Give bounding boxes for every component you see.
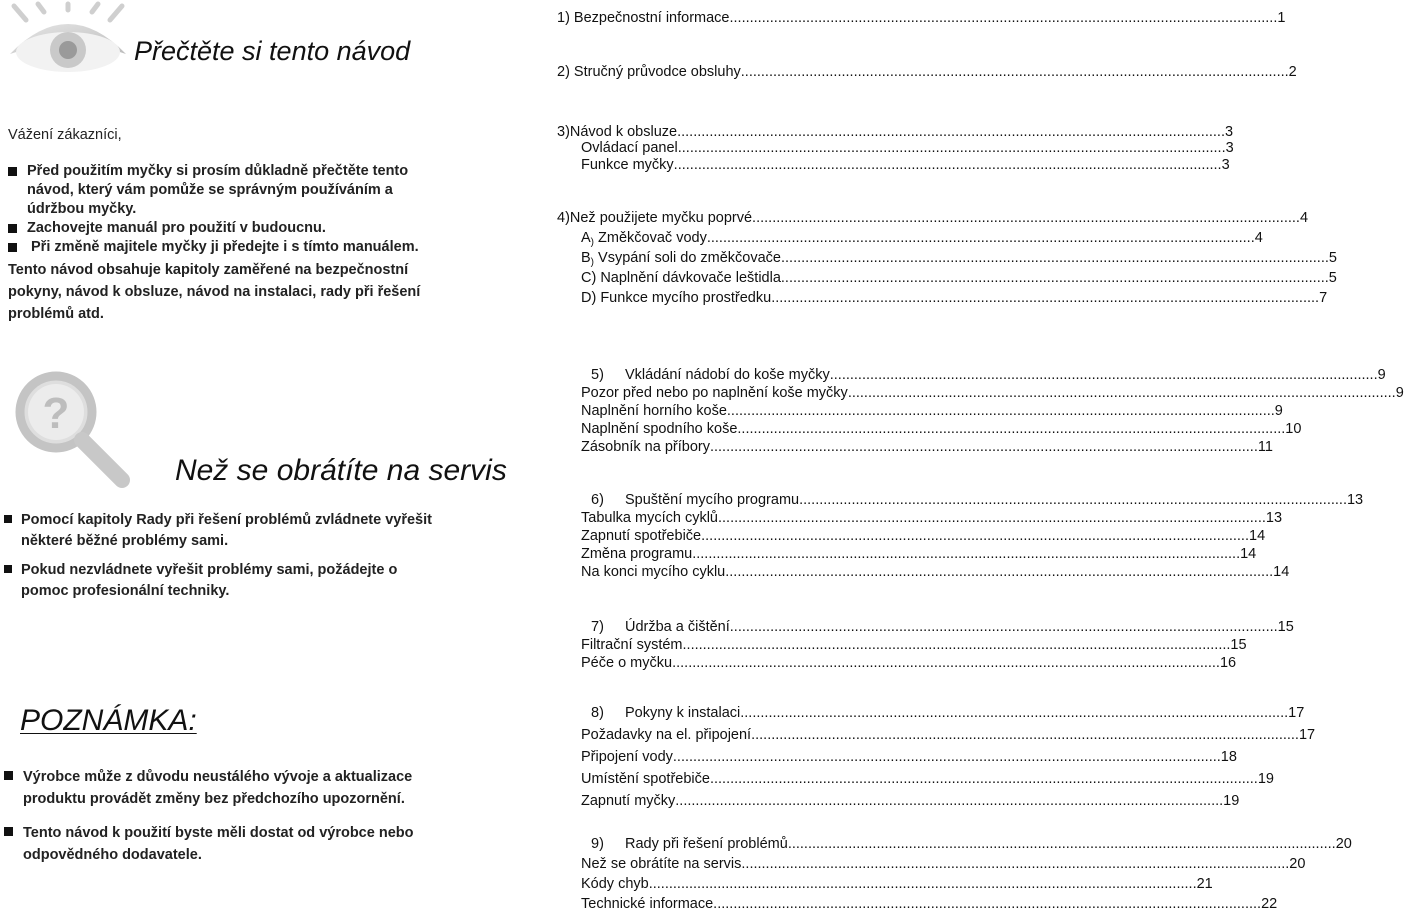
toc-section-5 <box>581 366 1404 456</box>
toc-entry[interactable]: Umístění spotřebiče ..... 19 <box>581 768 961 790</box>
toc-entry[interactable]: Zapnutí spotřebiče ..... 14 <box>581 527 961 545</box>
toc-block-first-use <box>557 208 1337 308</box>
intro-bullets <box>8 162 448 325</box>
toc-entry[interactable]: Zapnutí myčky ..... 19 <box>581 790 961 812</box>
toc-entry[interactable]: Ovládací panel ..... 3 <box>557 140 950 156</box>
greeting: Vážení zákazníci, <box>8 127 122 143</box>
toc-entry[interactable]: Péče o myčku ..... 16 <box>581 654 961 672</box>
toc-entry[interactable]: Naplnění spodního koše ..... 10 <box>581 420 961 438</box>
toc-entry[interactable]: 1) Bezpečnostní informace ..... 1 <box>557 8 947 28</box>
toc-entry[interactable]: 8) Pokyny k instalaci ..... 17 <box>581 702 961 724</box>
bullet-icon <box>4 515 12 523</box>
list-item: Tento návod k použití byste měli dostat od výrobce nebo odpovědného dodavatele. <box>4 822 434 866</box>
toc-entry[interactable]: 3)Návod k obsluze ..... 3 <box>557 124 950 140</box>
list-item: Pokud nezvládnete vyřešit problémy sami, požádejte o pomoc profesionální techniky. <box>4 560 434 602</box>
toc-entry[interactable]: 2) Stručný průvodce obsluhy ..... 2 <box>557 62 947 82</box>
list-item: Před použitím myčky si prosím důkladně přečtěte tento návod, který vám pomůže se správným používáním a údržbou myčky. <box>8 162 448 219</box>
bullet-icon <box>8 243 17 252</box>
service-title: Než se obrátíte na servis <box>175 454 507 487</box>
list-item: Při změně majitele myčky ji předejte i s tímto manuálem. <box>8 238 448 257</box>
toc-entry[interactable]: 6) Spuštění mycího programu ..... 13 <box>581 491 961 509</box>
service-bullets <box>4 510 434 602</box>
toc-entry[interactable]: Změna programu ..... 14 <box>581 545 961 563</box>
toc-entry[interactable]: Zásobník na příbory ..... 11 <box>581 438 961 456</box>
toc-entry[interactable]: C) Naplnění dávkovače leštidla ..... 5 <box>557 268 950 288</box>
bullet-icon <box>8 167 17 176</box>
list-item: Výrobce může z důvodu neustálého vývoje a aktualizace produktu provádět změny bez předchozího upozornění. <box>4 766 434 810</box>
toc-entry[interactable]: Kódy chyb ..... 21 <box>581 874 961 894</box>
toc-block-operation <box>557 124 1234 174</box>
note-bullets <box>4 766 434 866</box>
toc-entry[interactable]: 7) Údržba a čištění ..... 15 <box>581 618 961 636</box>
toc-entry[interactable]: D) Funkce mycího prostředku ..... 7 <box>557 288 950 308</box>
magnifier-question-icon <box>12 368 134 490</box>
toc-entry[interactable]: $A_)$ Změkčovač vody ..... 4 <box>557 228 950 248</box>
toc-entry[interactable]: Pozor před nebo po naplnění koše myčky ..... 9 <box>581 384 961 402</box>
bullet-icon <box>4 565 12 573</box>
toc-entry[interactable]: $B_)$ Vsypání soli do změkčovače ..... 5 <box>557 248 950 268</box>
eye-icon <box>8 4 128 80</box>
note-title: POZNÁMKA: <box>20 704 197 737</box>
toc-entry[interactable]: 9) Rady při řešení problémů ..... 20 <box>581 834 961 854</box>
toc-section-6 <box>581 491 1364 581</box>
toc-entry[interactable]: Tabulka mycích cyklů ..... 13 <box>581 509 961 527</box>
svg-text:?: ? <box>42 389 70 438</box>
intro-paragraph: Tento návod obsahuje kapitoly zaměřené na bezpečnostní pokyny, návod k obsluze, návod na instalaci, rady při řešení problémů atd. <box>8 262 421 322</box>
toc-entry[interactable]: Než se obrátíte na servis ..... 20 <box>581 854 961 874</box>
toc-entry[interactable]: 5) Vkládání nádobí do koše myčky ..... 9 <box>581 366 961 384</box>
toc-entry[interactable]: Požadavky na el. připojení ..... 17 <box>581 724 961 746</box>
bullet-icon <box>4 827 13 836</box>
list-item: Zachovejte manuál pro použití v budoucnu. <box>8 219 448 238</box>
toc-entry[interactable]: Technické informace ..... 22 <box>581 894 961 914</box>
toc-entry[interactable]: Připojení vody ..... 18 <box>581 746 961 768</box>
toc-section-7 <box>581 618 1294 672</box>
toc-entry[interactable]: Naplnění horního koše ..... 9 <box>581 402 961 420</box>
bullet-icon <box>8 224 17 233</box>
toc-section-9 <box>581 834 1352 914</box>
bullet-icon <box>4 771 13 780</box>
toc-entry[interactable]: Funkce myčky ..... 3 <box>557 156 950 174</box>
toc-entry[interactable]: Filtrační systém ..... 15 <box>581 636 961 654</box>
list-item: Pomocí kapitoly Rady při řešení problémů zvládnete vyřešit některé běžné problémy sami. <box>4 510 434 552</box>
top-toc <box>557 8 1297 82</box>
toc-section-8 <box>581 702 1316 812</box>
toc-entry[interactable]: Na konci mycího cyklu ..... 14 <box>581 563 961 581</box>
page-title: Přečtěte si tento návod <box>134 36 411 66</box>
toc-entry[interactable]: 4)Než použijete myčku poprvé ..... 4 <box>557 208 950 228</box>
